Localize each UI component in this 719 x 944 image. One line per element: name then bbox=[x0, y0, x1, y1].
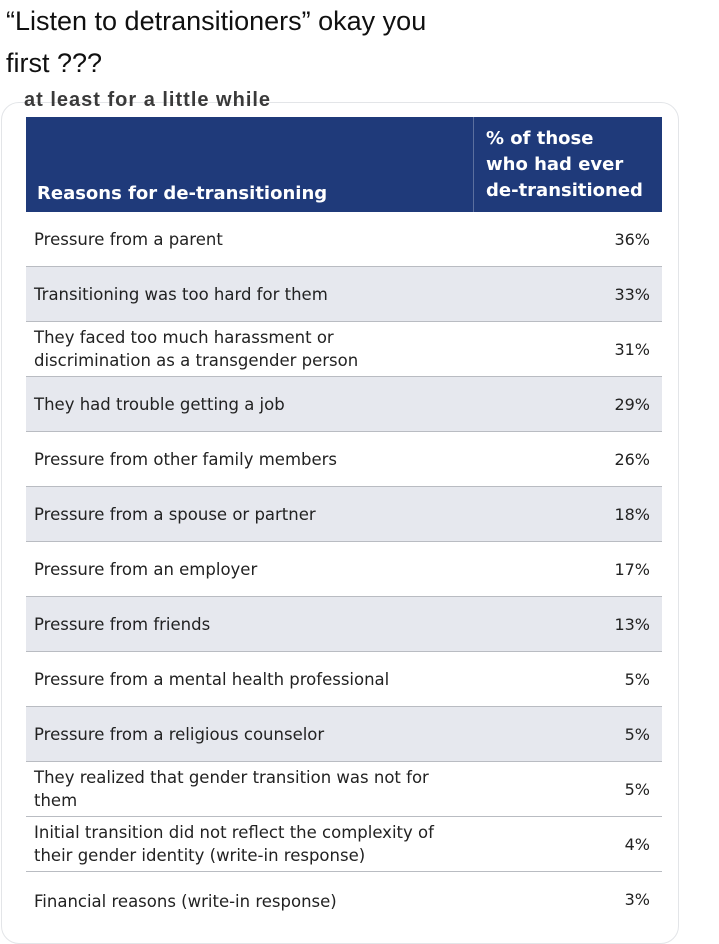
table-row bbox=[26, 487, 662, 542]
table-row bbox=[26, 377, 662, 432]
row-reason: Initial transition did not reflect the complexity of their gender identity (write-in response) bbox=[34, 823, 434, 865]
row-reason: Pressure from a mental health professional bbox=[34, 669, 390, 689]
row-reason: Pressure from an employer bbox=[34, 559, 258, 579]
row-reason: Financial reasons (write-in response) bbox=[34, 892, 337, 911]
header-reasons: Reasons for de-transitioning bbox=[26, 117, 474, 212]
row-reason: Pressure from other family members bbox=[34, 449, 338, 469]
row-percentage: 31% bbox=[614, 339, 650, 359]
table-row bbox=[26, 212, 662, 267]
table-row bbox=[26, 817, 662, 872]
table-row bbox=[26, 267, 662, 322]
row-percentage: 4% bbox=[624, 834, 650, 854]
row-percentage: 13% bbox=[614, 614, 650, 634]
header-percentage-line: de-transitioned bbox=[486, 180, 643, 201]
row-reason: Pressure from friends bbox=[34, 614, 211, 634]
row-percentage: 18% bbox=[614, 504, 650, 524]
row-reason: They faced too much harassment or discrimination as a transgender person bbox=[34, 328, 359, 370]
row-percentage: 26% bbox=[614, 449, 650, 469]
row-reason: They had trouble getting a job bbox=[34, 394, 285, 414]
post-text: “Listen to detransitioners” okay you first ??? bbox=[6, 6, 427, 78]
header-percentage-line: % of those bbox=[486, 128, 594, 149]
row-percentage: 5% bbox=[624, 669, 650, 689]
row-reason: Pressure from a parent bbox=[34, 229, 223, 249]
row-reason: Transitioning was too hard for them bbox=[34, 284, 328, 304]
table-row bbox=[26, 597, 662, 652]
row-percentage: 29% bbox=[614, 394, 650, 414]
row-reason: Pressure from a religious counselor bbox=[34, 724, 325, 744]
table-row bbox=[26, 542, 662, 597]
row-percentage: 5% bbox=[624, 724, 650, 744]
detransition-reasons-table bbox=[26, 117, 662, 912]
header-percentage-line: who had ever bbox=[486, 154, 624, 175]
table-row bbox=[26, 322, 662, 377]
row-percentage: 5% bbox=[624, 779, 650, 799]
cutoff-caption: at least for a little while bbox=[24, 89, 272, 111]
table-row bbox=[26, 652, 662, 707]
row-percentage: 33% bbox=[614, 284, 650, 304]
table-row bbox=[26, 762, 662, 817]
table-row bbox=[26, 872, 662, 912]
row-reason: They realized that gender transition was not for them bbox=[34, 768, 429, 810]
table-row bbox=[26, 707, 662, 762]
table-row bbox=[26, 432, 662, 487]
image-card[interactable] bbox=[1, 89, 679, 944]
table-header bbox=[26, 117, 662, 212]
row-percentage: 36% bbox=[614, 229, 650, 249]
row-reason: Pressure from a spouse or partner bbox=[34, 504, 316, 524]
row-percentage: 17% bbox=[614, 559, 650, 579]
row-percentage: 3% bbox=[624, 890, 650, 909]
header-percentage bbox=[474, 117, 662, 212]
